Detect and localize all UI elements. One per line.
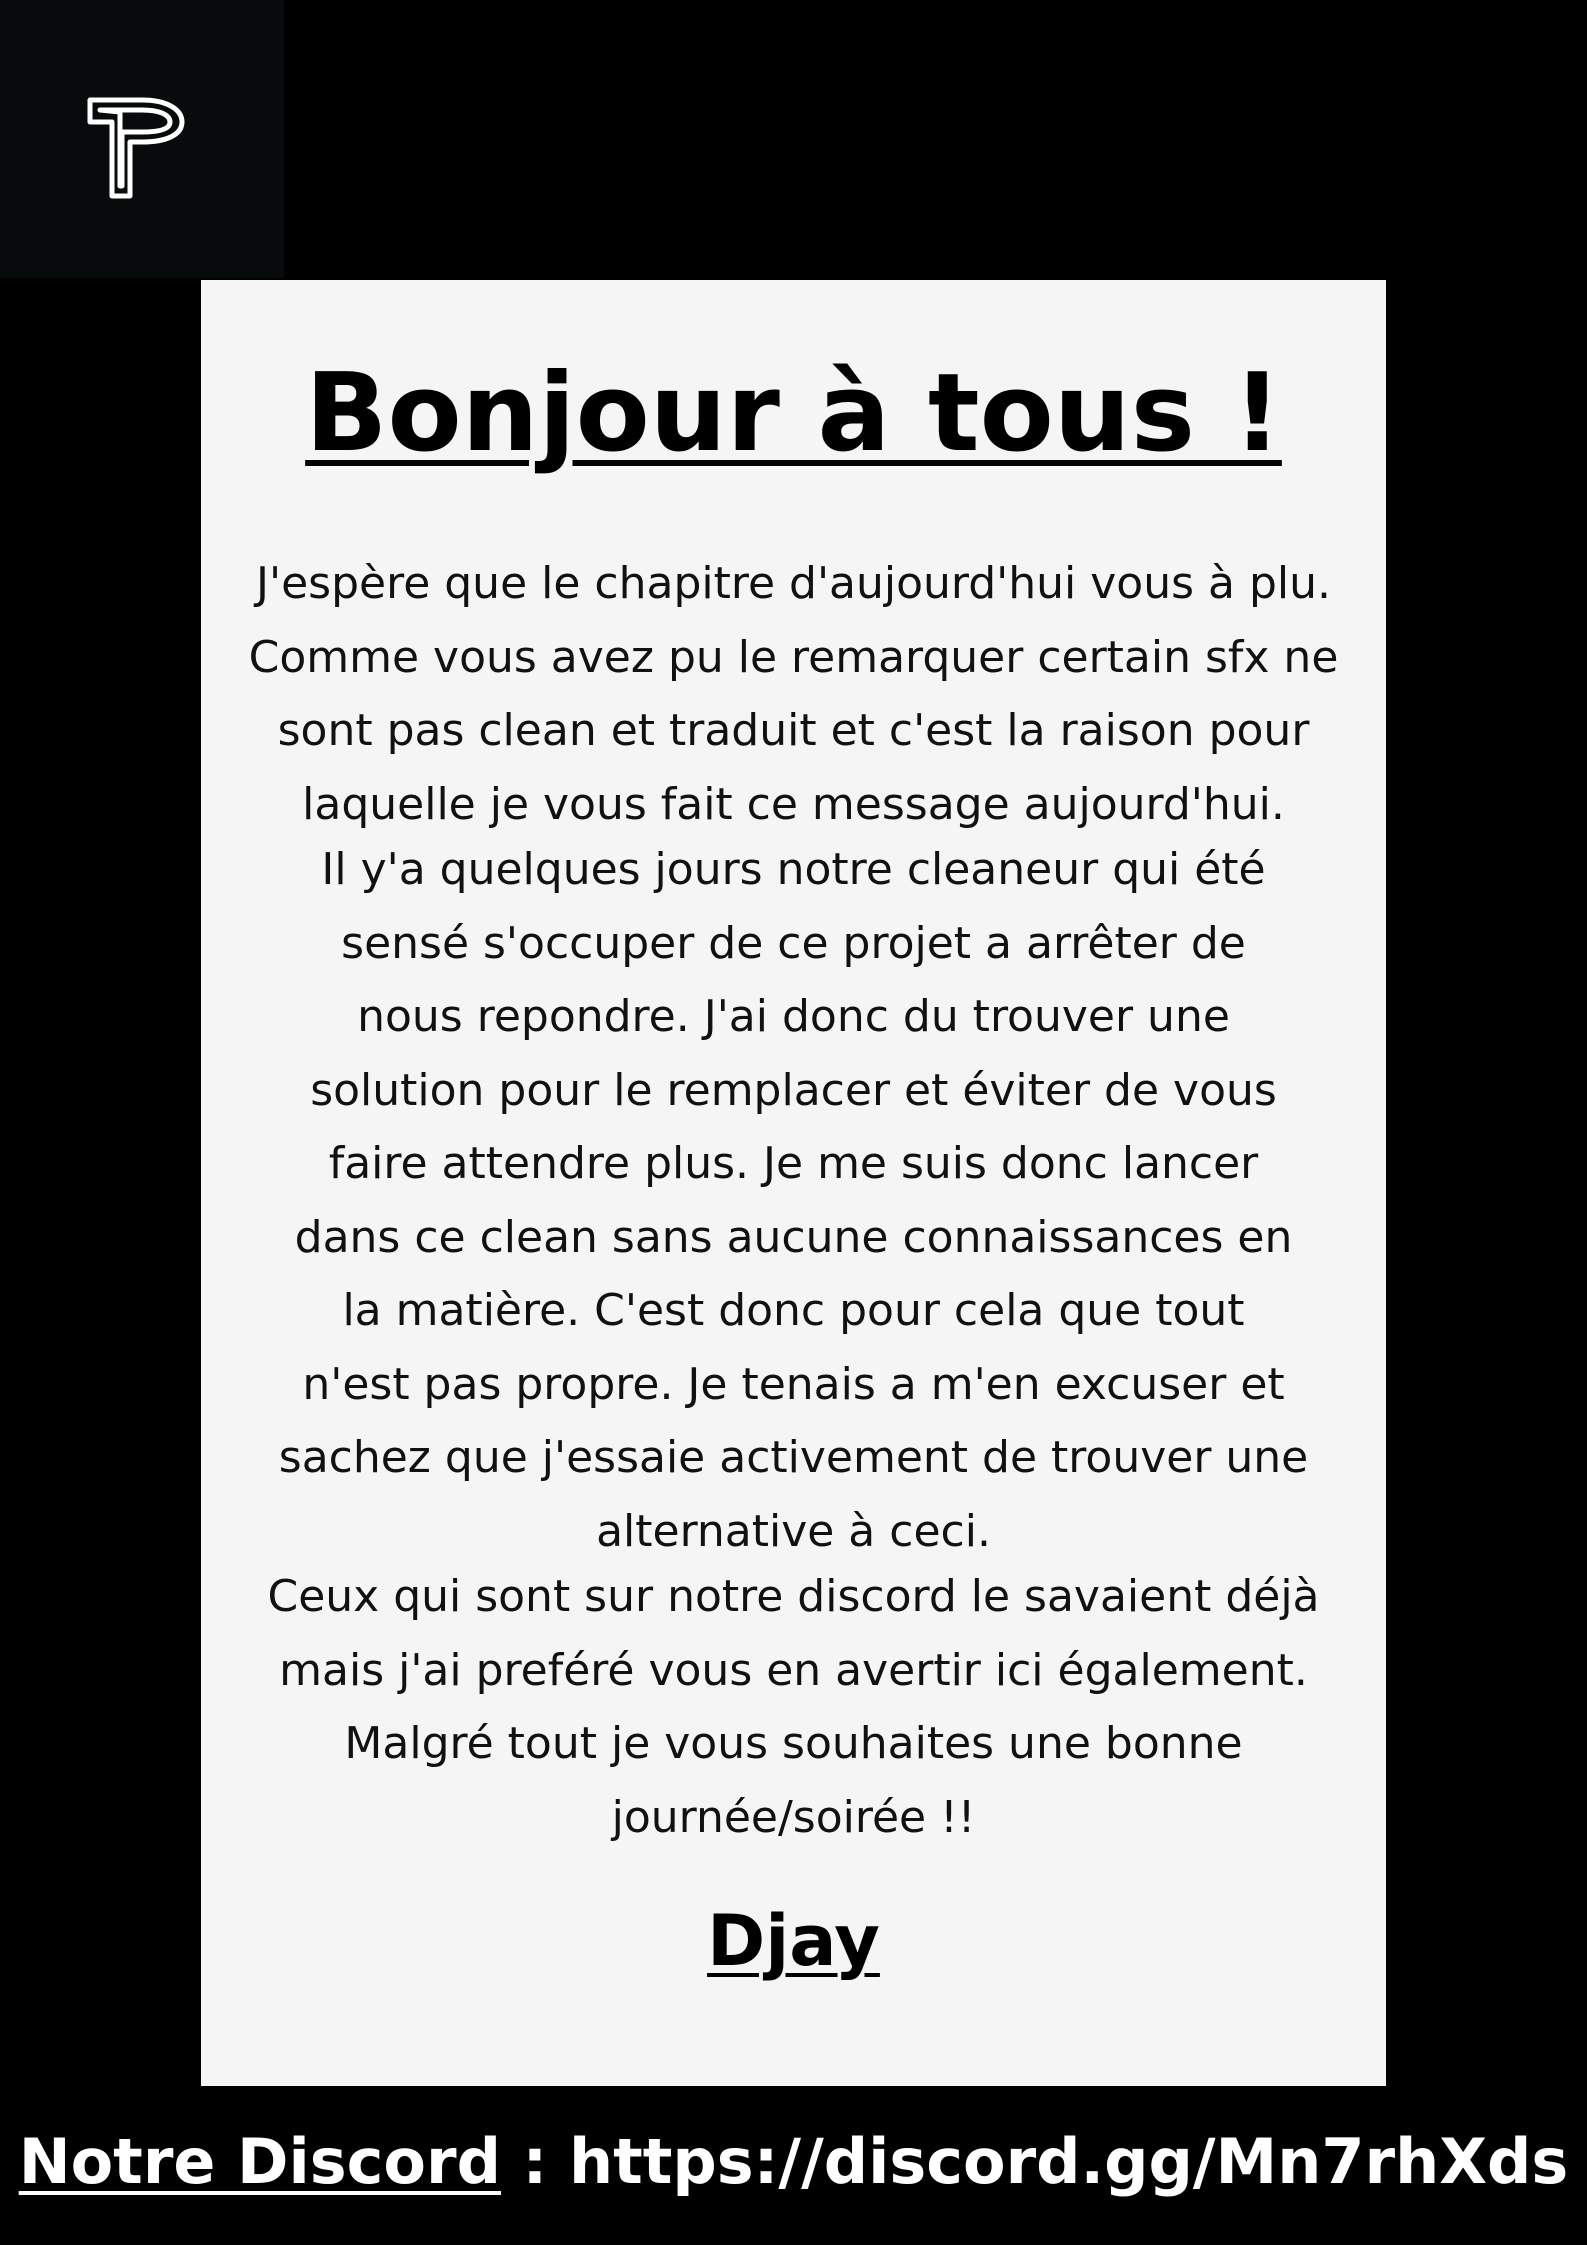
paragraph-intro: [210, 547, 1377, 841]
paragraph-line: solution pour le remplacer et éviter de vous: [310, 1064, 1277, 1116]
card-title-text: Bonjour à tous !: [305, 351, 1282, 476]
paragraph-line: dans ce clean sans aucune connaissances en: [294, 1211, 1293, 1263]
discord-label: Notre Discord: [18, 2125, 501, 2198]
paragraph-line: sont pas clean et traduit et c'est la raison pour: [277, 705, 1310, 756]
paragraph-line: mais j'ai preféré vous en avertir ici également.: [279, 1644, 1308, 1696]
paragraph-line: sachez que j'essaie activement de trouver une: [278, 1432, 1309, 1483]
paragraph-line: faire attendre plus. Je me suis donc lancer: [328, 1138, 1259, 1189]
paragraph-line: alternative à ceci.: [596, 1505, 991, 1557]
tp-logo-icon: [82, 88, 198, 204]
paragraph-line: nous repondre. J'ai donc du trouver une: [357, 991, 1230, 1042]
paragraph-line: Il y'a quelques jours notre cleaneur qui été: [321, 844, 1266, 895]
signature: [0, 1900, 1587, 1982]
paragraph-closing: [210, 1560, 1377, 1854]
card-title: [0, 351, 1587, 476]
discord-footer: [0, 2125, 1587, 2198]
paragraph-line: n'est pas propre. Je tenais a m'en excuser et: [302, 1358, 1285, 1410]
signature-text: Djay: [707, 1900, 880, 1982]
paragraph-explanation: [210, 833, 1377, 1568]
paragraph-line: Malgré tout je vous souhaites une bonne: [344, 1718, 1243, 1769]
paragraph-line: Comme vous avez pu le remarquer certain sfx ne: [248, 631, 1339, 683]
discord-link[interactable]: https://discord.gg/Mn7rhXds: [568, 2125, 1569, 2198]
paragraph-line: Ceux qui sont sur notre discord le savaient déjà: [267, 1571, 1320, 1622]
paragraph-line: sensé s'occuper de ce projet a arrêter de: [341, 917, 1246, 969]
discord-separator: :: [500, 2125, 569, 2198]
paragraph-line: journée/soirée !!: [611, 1791, 976, 1843]
logo-box: [0, 0, 284, 278]
paragraph-line: laquelle je vous fait ce message aujourd'hui.: [302, 778, 1285, 830]
paragraph-line: la matière. C'est donc pour cela que tout: [342, 1285, 1245, 1336]
paragraph-line: J'espère que le chapitre d'aujourd'hui vous à plu.: [256, 558, 1331, 609]
